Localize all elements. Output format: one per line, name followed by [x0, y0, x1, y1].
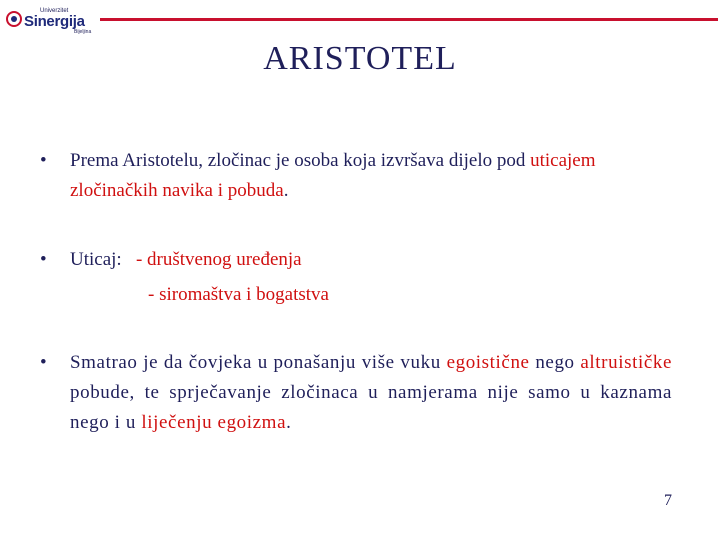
bullet-text-part: pobude, te sprječavanje zločinaca u namjerama nije samo u kaznama nego i u — [70, 382, 672, 433]
bullet-dot: • — [40, 249, 47, 270]
bullet-text-part: . — [283, 180, 289, 201]
bullet-text — [70, 245, 670, 275]
highlighted-text: uticajem zločinačkih navika i pobuda — [70, 150, 596, 201]
bullet-text-part: . — [286, 412, 292, 433]
bullet-text — [70, 348, 672, 438]
university-logo — [6, 6, 98, 34]
bullet-dot: • — [40, 150, 47, 171]
page-number: 7 — [664, 492, 672, 509]
bullet-text — [70, 146, 670, 206]
highlighted-text: egoistične — [446, 352, 530, 373]
bullet-text-part: Smatrao je da čovjeka u ponašanju više vuku — [70, 352, 447, 373]
slide-header — [0, 0, 720, 40]
bullet-text-part: nego — [529, 352, 581, 373]
highlighted-text: liječenju egoizma — [141, 412, 287, 433]
bullet-subline — [148, 280, 720, 310]
sinergija-logo-icon — [6, 11, 22, 27]
logo-bottom-text: Bijeljina — [74, 29, 92, 35]
bullet-dot: • — [40, 352, 47, 373]
logo-name-text: Sinergija — [24, 13, 85, 30]
highlighted-text: altruističke — [580, 352, 672, 373]
influence-item-2: - siromaštva i bogatstva — [148, 284, 329, 305]
uticaj-label: Uticaj: — [70, 249, 136, 270]
bullet-text-part: Prema Aristotelu, zločinac je osoba koja izvršava dijelo pod — [70, 150, 531, 171]
logo-top-text: Univerzitet — [40, 8, 69, 14]
influence-item-1: - društvenog uređenja — [135, 249, 302, 270]
header-divider — [100, 18, 718, 21]
slide-title: ARISTOTEL — [263, 40, 457, 77]
